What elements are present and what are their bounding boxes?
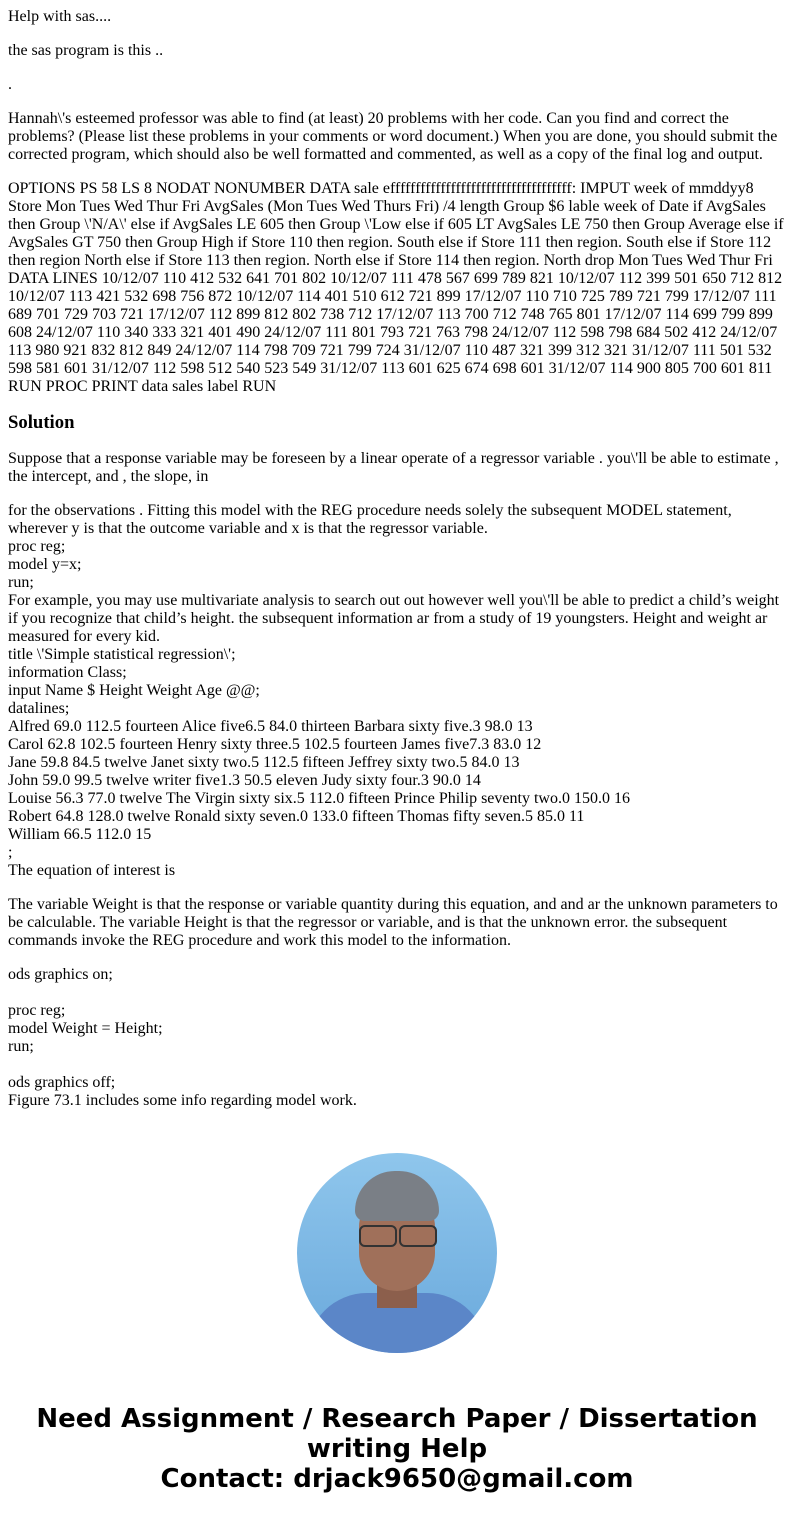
question-intro: the sas program is this .. <box>8 42 164 59</box>
question-dot: . <box>8 76 12 93</box>
promo-contact[interactable]: Contact: drjack9650@gmail.com <box>160 1464 634 1494</box>
solution-paragraph-3: The variable Weight is that the response or variable quantity during this equation, and and ar the unknown parameters to be calculable. The variable Height is that the regressor or variable, and is that the unknown error. the subsequent commands invoke the REG procedure and work this model to the information. <box>8 896 778 949</box>
solution-paragraph-2: for the observations . Fitting this model with the REG procedure needs solely the subsequent MODEL statement, wherever y is that the outcome variable and x is that the regressor variable. proc reg; model y=x; run; For example, you may use multivariate analysis to search out out however well you\'ll be able to predict a child’s weight if you recognize that child’s height. the subsequent information ar from a study of 19 youngsters. Height and weight ar measured for every kid. title \'Simple statistical regression\'; information Class; input Name $ Height Weight Age @@; datalines; Alfred 69.0 112.5 fourteen Alice five6.5 84.0 thirteen Barbara sixty five.3 98.0 13 Carol 62.8 102.5 fourteen Henry sixty three.5 102.5 fourteen James five7.3 83.0 12 Jane 59.8 84.5 twelve Janet sixty two.5 112.5 fifteen Jeffrey sixty two.5 84.0 13 John 59.0 99.5 twelve writer five1.3 50.5 eleven Judy sixty four.3 90.0 14 Louise 56.3 77.0 twelve The Virgin sixty six.5 112.0 fifteen Prince Philip seventy two.0 150.0 16 Robert 64.8 128.0 twelve Ronald sixty seven.0 133.0 fifteen Thomas fifty seven.5 85.0 11 William 66.5 112.0 15 ; The equation of interest is <box>8 502 780 879</box>
article-content <box>8 0 786 1124</box>
solution-paragraph-4: ods graphics on; proc reg; model Weight = Height; run; ods graphics off; Figure 73.1 includes some info regarding model work. <box>8 966 357 1109</box>
question-title: Help with sas.... <box>8 8 112 25</box>
solution-heading: Solution <box>8 412 75 433</box>
sas-program: OPTIONS PS 58 LS 8 NODAT NONUMBER DATA sale effffffffffffffffffffffffffffffffffff: IMPUT week of mmddyy8 Store Mon Tues Wed Thur Fri AvgSales (Mon Tues Wed Thurs Fri) /4 length Group $6 lable week of Date if AvgSales then Group \'N/A\' else if AvgSales LE 605 then Group \'Low else if 605 LT AvgSales LE 750 then Group Average else if AvgSales GT 750 then Group High if Store 110 then region. South else if Store 111 then region. South else if Store 112 then region North else if Store 113 then region. North else if Store 114 then region. North drop Mon Tues Wed Thur Fri DATA LINES 10/12/07 110 412 532 641 701 802 10/12/07 111 478 567 699 789 821 10/12/07 112 399 501 650 712 812 10/12/07 113 421 532 698 756 872 10/12/07 114 401 510 612 721 899 17/12/07 110 710 725 789 721 799 17/12/07 111 689 701 729 703 721 17/12/07 112 899 812 802 738 712 17/12/07 113 700 712 748 765 801 17/12/07 114 699 799 899 608 24/12/07 110 340 333 321 401 490 24/12/07 111 801 793 721 763 798 24/12/07 112 598 798 684 502 412 24/12/07 113 980 921 832 812 849 24/12/07 114 798 709 721 799 724 31/12/07 110 487 321 399 312 321 31/12/07 111 501 532 598 581 601 31/12/07 112 598 512 540 523 549 31/12/07 113 601 625 674 698 601 31/12/07 114 900 805 700 601 811 RUN PROC PRINT data sales label RUN <box>8 180 784 395</box>
promo-banner <box>0 1124 794 1523</box>
glasses-icon <box>355 1225 439 1245</box>
author-avatar <box>297 1153 497 1353</box>
question-task: Hannah\'s esteemed professor was able to find (at least) 20 problems with her code. Can you find and correct the problems? (Please list these problems in your comments or word document.) When you are done, you should submit the corrected program, which should also be well formatted and commented, as well as a copy of the final log and output. <box>8 110 778 163</box>
promo-headline: Need Assignment / Research Paper / Dissertation writing Help <box>36 1404 758 1464</box>
solution-paragraph-1: Suppose that a response variable may be foreseen by a linear operate of a regressor variable . you\'ll be able to estimate , the intercept, and , the slope, in <box>8 450 779 485</box>
